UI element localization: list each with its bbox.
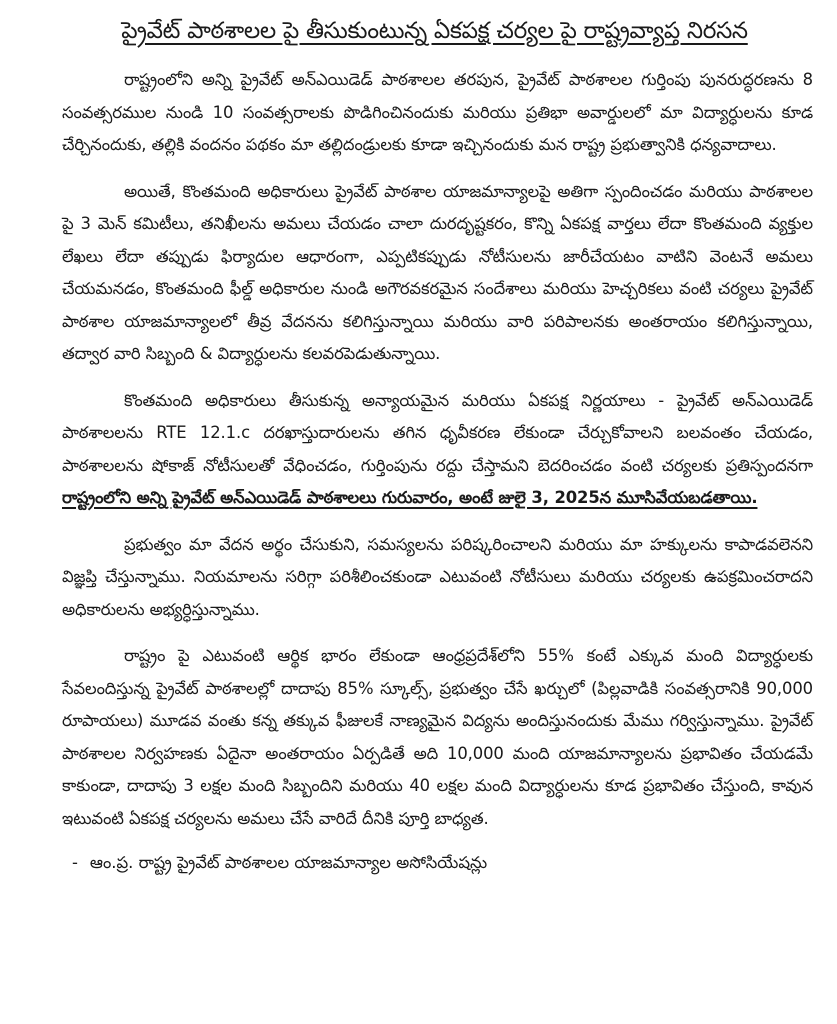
signature-dash: - [72, 853, 78, 872]
paragraph-thanks: రాష్ట్రంలోని అన్ని ప్రైవేట్ అన్‌ఎయిడెడ్ పాఠశాలల తరపున, ప్రైవేట్ పాఠశాలల గుర్తింపు పునరుద్ధరణను 8 సంవత్సరముల నుండి 10 సంవత్సరాలకు పొడిగించినందుకు మరియు ప్రతిభా అవార్డులలో మా విద్యార్ధులను కూడ చేర్చినందుకు, తల్లికి వందనం పథకం మా తల్లిదండ్రులకు కూడా ఇచ్చినందుకు మన రాష్ట్ర ప్రభుత్వానికి ధన్యవాదాలు. [62, 70, 813, 154]
closure-emphasis: రాష్ట్రంలోని అన్ని ప్రైవేట్ అన్‌ఎయిడెడ్ పాఠశాలలు గురువారం, అంటే జులై 3, 2025న మూసివేయబడతాయి. [62, 488, 758, 507]
signature [72, 847, 813, 879]
paragraph-concerns: అయితే, కొంతమంది అధికారులు ప్రైవేట్ పాఠశాల యాజమాన్యాలపై అతిగా స్పందించడం మరియు పాఠశాలల పై 3 మెన్ కమిటీలు, తనిఖీలను అమలు చేయడం చాలా దురదృష్టకరం, కొన్ని ఏకపక్ష వార్తలు లేదా కొంతమంది వ్యక్తుల లేఖలు లేదా తప్పుడు ఫిర్యాదుల ఆధారంగా, ఎప్పటికప్పుడు నోటీసులను జారీచేయటం వాటిని వెంటనే అమలు చేయమనడం, కొంతమంది ఫీల్డ్ అధికారుల నుండి అగౌరవకరమైన సందేశాలు మరియు హెచ్చరికలు వంటి చర్యలు ప్రైవేట్ పాఠశాల యాజమాన్యాలలో తీవ్ర వేదనను కలిగిస్తున్నాయి మరియు వారి పరిపాలనకు అంతరాయం కలిగిస్తున్నాయి, తద్వార వారి సిబ్బంది & విద్యార్ధులను కలవరపెడుతున్నాయి. [62, 181, 813, 363]
paragraph-closure-text: కొంతమంది అధికారులు తీసుకున్న అన్యాయమైన మరియు ఏకపక్ష నిర్ణయాలు - ప్రైవేట్ అన్‌ఎయిడెడ్ పాఠశాలలను RTE 12.1.c దరఖాస్తుదారులను తగిన ధృవీకరణ లేకుండా చేర్చుకోవాలని బలవంతం చేయడం, పాఠశాలలను షోకాజ్ నోటీసులతో వేధించడం, గుర్తింపును రద్దు చేస్తామని బెదరించడం వంటి చర్యలకు ప్రతిస్పందనగా [62, 390, 813, 475]
signature-text: ఆం.ప్ర. రాష్ట్ర ప్రైవేట్ పాఠశాలల యాజమాన్యాల అసోసియేషన్లు [89, 853, 488, 872]
paragraph-appeal: ప్రభుత్వం మా వేదన అర్థం చేసుకుని, సమస్యలను పరిష్కరించాలని మరియు మా హక్కులను కాపాడవలెనని విజ్ఞప్తి చేస్తున్నాము. నియమాలను సరిగ్గా పరిశీలించకుండా ఎటువంటి నోటీసులు మరియు చర్యలకు ఉపక్రమించరాదని అధికారులను అభ్యర్ధిస్తున్నాము. [62, 534, 813, 619]
paragraph-impact: రాష్ట్రం పై ఎటువంటి ఆర్థిక భారం లేకుండా ఆంధ్రప్రదేశ్‌లోని 55% కంటే ఎక్కువ మంది విద్యార్ధులకు సేవలందిస్తున్న ప్రైవేట్ పాఠశాలల్లో దాదాపు 85% స్కూల్స్, ప్రభుత్వం చేసే ఖర్చులో (పిల్లవాడికి సంవత్సరానికి 90,000 రూపాయలు) మూడవ వంతు కన్న తక్కువ ఫీజులకే నాణ్యమైన విద్యను అందిస్తునందుకు మేము గర్విస్తున్నాము. ప్రైవేట్ పాఠశాలల నిర్వహణకు ఏదైనా అంతరాయం ఏర్పడితే అది 10,000 మంది యాజమాన్యాలను ప్రభావితం చేయడమే కాకుండా, దాదాపు 3 లక్షల మంది సిబ్బందిని మరియు 40 లక్షల మంది విద్యార్ధులను కూడ ప్రభావితం చేస్తుంది, కావున ఇటువంటి ఏకపక్ష చర్యలను అమలు చేసే వారిదే దీనికి పూర్తి బాధ్యత. [62, 646, 813, 828]
paragraph-closure-announcement [62, 385, 813, 515]
document-title: ప్రైవేట్ పాఠశాలల పై తీసుకుంటున్న ఏకపక్ష చర్యల పై రాష్ట్రవ్యాప్త నిరసన [121, 18, 748, 44]
